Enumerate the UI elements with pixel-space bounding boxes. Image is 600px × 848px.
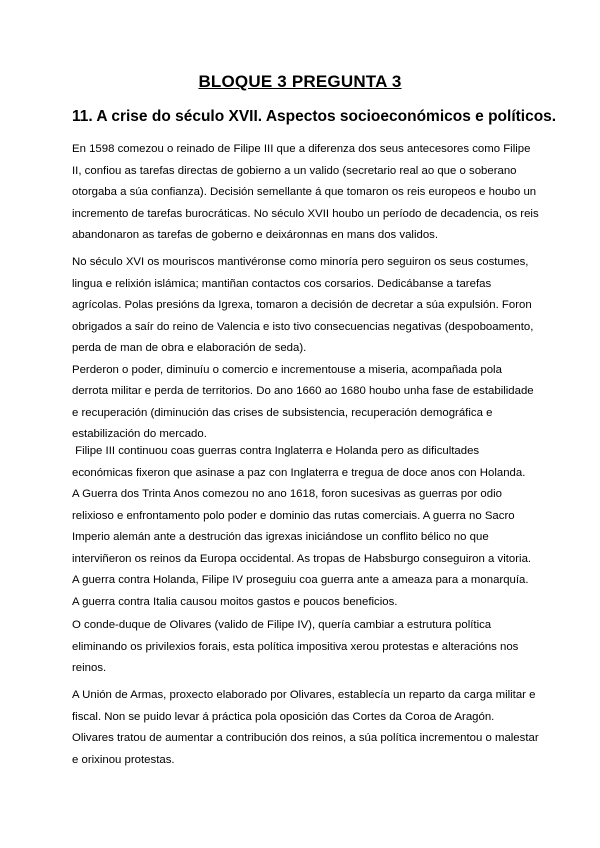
paragraph-line: O conde-duque de Olivares (valido de Filipe IV), quería cambiar a estrutura política: [72, 619, 492, 631]
paragraph-line: e orixinou protestas.: [72, 753, 175, 766]
paragraph-line: perda de man de obra e elaboración de seda).: [72, 342, 307, 354]
paragraph-line: A guerra contra Italia causou moitos gastos e poucos beneficios.: [72, 595, 398, 608]
paragraph-line: incremento de tarefas burocráticas. No século XVII houbo un período de decadencia, os reis: [72, 207, 539, 220]
paragraph-line: fiscal. Non se puido levar á práctica pola oposición das Cortes da Coroa de Aragón.: [72, 710, 495, 723]
paragraph-line: lingua e relixión islámica; mantiñan contactos cos corsarios. Dedicábanse a tarefas: [72, 277, 492, 290]
paragraph-line: eliminando os privilexios forais, esta política impositiva xerou protestas e alteracións nos: [72, 640, 519, 653]
paragraph-line: obrigados a saír do reino de Valencia e isto tivo consecuencias negativas (despoboamento,: [72, 320, 534, 333]
paragraph-line: No século XVI os mouriscos mantivéronse como minoría pero seguiron os seus costumes,: [72, 256, 529, 268]
paragraph-guerras: [72, 441, 534, 613]
paragraph-line: agrícolas. Polas presións da Igrexa, tomaron a decisión de decretar a súa expulsión. Foron: [72, 299, 532, 311]
paragraph-line: e recuperación (diminución das crises de subsistencia, recuperación demográfica e: [72, 406, 493, 419]
section-heading: 11. A crise do século XVII. Aspectos socioeconómicos e políticos.: [72, 108, 557, 125]
paragraph-union-de-armas: [72, 685, 539, 771]
paragraph-line: relixioso e enfrontamento polo poder e dominio das rutas comerciais. A guerra no Sacro: [72, 509, 515, 522]
paragraph-line: derrota militar e perda de territorios. Do ano 1660 ao 1680 houbo unha fase de estabilidade: [72, 385, 534, 397]
paragraph-line: otorgaba a súa confianza). Decisión semellante á que tomaron os reis europeos e houbo un: [72, 186, 537, 198]
paragraph-line: estabilización do mercado.: [72, 428, 207, 440]
paragraph-line: Filipe III continuou coas guerras contra Inglaterra e Holanda pero as dificultades: [72, 445, 480, 457]
paragraph-line: interviñeron os reinos da Europa occidental. As tropas de Habsburgo conseguiron a vitoria.: [72, 552, 532, 565]
paragraph-olivares: [72, 615, 534, 680]
paragraph-mouriscos: [72, 252, 534, 446]
paragraph-line: A Guerra dos Trinta Anos comezou no ano 1618, foron sucesivas as guerras por odio: [72, 488, 502, 500]
paragraph-line: II, confiou as tarefas directas de gobierno a un valido (secretario real ao que o soberano: [72, 164, 517, 177]
paragraph-line: Olivares tratou de aumentar a contribución dos reinos, a súa política incrementou o malestar: [72, 732, 539, 744]
paragraph-line: En 1598 comezou o reinado de Filipe III que a diferenza dos seus antecesores como Filipe: [72, 143, 531, 155]
paragraph-line: A guerra contra Holanda, Filipe IV proseguiu coa guerra ante a ameaza para a monarquía.: [72, 574, 529, 586]
paragraph-line: económicas fixeron que asinase a paz con Inglaterra e tregua de doce anos con Holanda.: [72, 466, 526, 479]
paragraph-line: Perderon o poder, diminuíu o comercio e incrementouse a miseria, acompañada pola: [72, 363, 502, 376]
paragraph-valido: [72, 139, 539, 247]
paragraph-line: A Unión de Armas, proxecto elaborado por Olivares, establecía un reparto da carga militar e: [72, 689, 536, 701]
paragraph-line: Imperio alemán ante a destrución das igrexas iniciándose un conflito bélico no que: [72, 531, 489, 543]
paragraph-line: reinos.: [72, 662, 107, 674]
document-title: BLOQUE 3 PREGUNTA 3: [198, 72, 402, 91]
paragraph-line: abandonaron as tarefas de goberno e deixáronnas en mans dos validos.: [72, 229, 439, 241]
